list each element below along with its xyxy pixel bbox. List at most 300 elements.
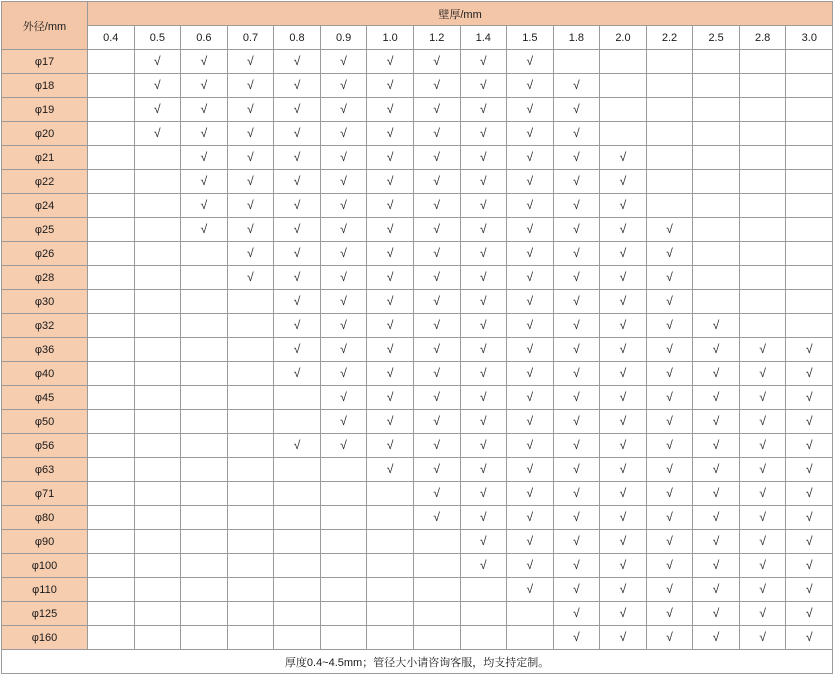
check-icon: √	[573, 78, 580, 92]
availability-cell	[600, 578, 647, 602]
availability-cell	[413, 50, 460, 74]
availability-cell	[367, 50, 414, 74]
availability-cell	[320, 170, 367, 194]
availability-cell	[646, 266, 693, 290]
availability-cell	[88, 266, 135, 290]
availability-cell	[646, 578, 693, 602]
availability-cell	[181, 530, 228, 554]
check-icon: √	[247, 198, 254, 212]
availability-cell	[181, 506, 228, 530]
availability-cell	[274, 170, 321, 194]
availability-cell	[646, 410, 693, 434]
availability-cell	[460, 506, 507, 530]
availability-cell	[693, 98, 740, 122]
check-icon: √	[526, 150, 534, 164]
check-icon: √	[805, 366, 813, 380]
check-icon: √	[805, 630, 813, 644]
table-header	[2, 2, 833, 50]
availability-cell	[739, 266, 786, 290]
check-icon: √	[619, 462, 627, 476]
availability-cell	[320, 98, 367, 122]
check-icon: √	[619, 342, 627, 356]
row-header-diameter: φ18	[2, 74, 88, 98]
check-icon: √	[340, 150, 347, 164]
check-icon: √	[573, 390, 580, 404]
availability-cell	[413, 170, 460, 194]
check-icon: √	[712, 414, 720, 428]
row-header-diameter: φ56	[2, 434, 88, 458]
row-header-diameter: φ36	[2, 338, 88, 362]
availability-cell	[739, 482, 786, 506]
thickness-column-header: 0.9	[320, 26, 367, 50]
availability-cell	[786, 578, 833, 602]
availability-cell	[134, 386, 181, 410]
availability-cell	[274, 506, 321, 530]
availability-cell	[739, 434, 786, 458]
check-icon: √	[386, 150, 394, 164]
check-icon: √	[666, 582, 673, 596]
availability-cell	[460, 626, 507, 650]
availability-cell	[600, 218, 647, 242]
check-icon: √	[759, 342, 766, 356]
availability-cell	[320, 386, 367, 410]
availability-cell	[227, 98, 274, 122]
table-row	[2, 170, 833, 194]
check-icon: √	[666, 390, 673, 404]
row-header-diameter: φ21	[2, 146, 88, 170]
row-header-diameter: φ80	[2, 506, 88, 530]
check-icon: √	[433, 510, 441, 524]
availability-cell	[88, 554, 135, 578]
check-icon: √	[293, 366, 301, 380]
availability-cell	[739, 554, 786, 578]
check-icon: √	[526, 534, 534, 548]
table-row	[2, 626, 833, 650]
availability-cell	[739, 338, 786, 362]
availability-cell	[227, 434, 274, 458]
availability-cell	[274, 266, 321, 290]
availability-cell	[786, 458, 833, 482]
check-icon: √	[573, 126, 580, 140]
table-row	[2, 482, 833, 506]
availability-cell	[320, 530, 367, 554]
check-icon: √	[666, 222, 673, 236]
availability-cell	[367, 338, 414, 362]
availability-cell	[786, 194, 833, 218]
availability-cell	[367, 482, 414, 506]
availability-cell	[413, 122, 460, 146]
availability-cell	[507, 170, 554, 194]
availability-cell	[693, 458, 740, 482]
availability-cell	[367, 458, 414, 482]
table-row	[2, 314, 833, 338]
table-row	[2, 290, 833, 314]
check-icon: √	[573, 462, 580, 476]
availability-cell	[227, 290, 274, 314]
row-header-diameter: φ90	[2, 530, 88, 554]
check-icon: √	[573, 174, 580, 188]
check-icon: √	[386, 222, 394, 236]
table-row	[2, 386, 833, 410]
availability-cell	[739, 506, 786, 530]
check-icon: √	[479, 558, 487, 572]
availability-cell	[134, 194, 181, 218]
check-icon: √	[479, 294, 487, 308]
availability-cell	[553, 218, 600, 242]
check-icon: √	[759, 366, 766, 380]
availability-cell	[88, 434, 135, 458]
row-header-diameter: φ63	[2, 458, 88, 482]
table-body	[2, 50, 833, 650]
thickness-column-header: 0.7	[227, 26, 274, 50]
check-icon: √	[526, 486, 534, 500]
check-icon: √	[619, 510, 627, 524]
availability-cell	[227, 362, 274, 386]
check-icon: √	[433, 294, 441, 308]
availability-cell	[553, 362, 600, 386]
availability-cell	[367, 74, 414, 98]
check-icon: √	[340, 366, 347, 380]
check-icon: √	[200, 222, 208, 236]
check-icon: √	[479, 438, 487, 452]
row-header-diameter: φ28	[2, 266, 88, 290]
availability-cell	[507, 50, 554, 74]
availability-cell	[646, 290, 693, 314]
check-icon: √	[666, 246, 673, 260]
check-icon: √	[619, 534, 627, 548]
availability-cell	[181, 362, 228, 386]
availability-cell	[786, 146, 833, 170]
check-icon: √	[340, 318, 347, 332]
availability-cell	[181, 482, 228, 506]
check-icon: √	[573, 198, 580, 212]
availability-cell	[181, 194, 228, 218]
row-header-diameter: φ100	[2, 554, 88, 578]
check-icon: √	[247, 102, 254, 116]
availability-cell	[460, 410, 507, 434]
check-icon: √	[712, 558, 720, 572]
availability-cell	[134, 338, 181, 362]
check-icon: √	[759, 510, 766, 524]
availability-cell	[181, 290, 228, 314]
outer-diameter-header: 外径/mm	[2, 2, 88, 50]
availability-cell	[460, 434, 507, 458]
availability-cell	[181, 122, 228, 146]
availability-cell	[646, 554, 693, 578]
check-icon: √	[526, 558, 534, 572]
availability-cell	[507, 410, 554, 434]
thickness-column-header: 0.5	[134, 26, 181, 50]
availability-cell	[413, 74, 460, 98]
availability-cell	[134, 146, 181, 170]
availability-cell	[507, 506, 554, 530]
availability-cell	[507, 602, 554, 626]
availability-cell	[786, 242, 833, 266]
availability-cell	[88, 410, 135, 434]
availability-cell	[320, 218, 367, 242]
availability-cell	[320, 74, 367, 98]
availability-cell	[181, 578, 228, 602]
availability-cell	[646, 50, 693, 74]
availability-cell	[181, 602, 228, 626]
availability-cell	[693, 74, 740, 98]
availability-cell	[693, 338, 740, 362]
availability-cell	[367, 122, 414, 146]
availability-cell	[600, 482, 647, 506]
availability-cell	[134, 266, 181, 290]
check-icon: √	[293, 342, 301, 356]
availability-cell	[600, 122, 647, 146]
table-row	[2, 554, 833, 578]
check-icon: √	[759, 462, 766, 476]
availability-cell	[739, 602, 786, 626]
availability-cell	[693, 530, 740, 554]
check-icon: √	[712, 582, 720, 596]
check-icon: √	[759, 390, 766, 404]
availability-cell	[507, 458, 554, 482]
check-icon: √	[433, 78, 441, 92]
check-icon: √	[526, 582, 534, 596]
check-icon: √	[619, 198, 627, 212]
availability-cell	[646, 530, 693, 554]
availability-cell	[507, 218, 554, 242]
check-icon: √	[433, 150, 441, 164]
availability-cell	[646, 602, 693, 626]
availability-cell	[274, 362, 321, 386]
availability-cell	[367, 554, 414, 578]
availability-cell	[693, 410, 740, 434]
check-icon: √	[293, 78, 301, 92]
availability-cell	[786, 434, 833, 458]
availability-cell	[320, 482, 367, 506]
availability-cell	[460, 554, 507, 578]
check-icon: √	[340, 222, 347, 236]
check-icon: √	[154, 54, 161, 68]
check-icon: √	[340, 342, 347, 356]
availability-cell	[367, 194, 414, 218]
availability-cell	[181, 146, 228, 170]
availability-cell	[88, 386, 135, 410]
table-row	[2, 266, 833, 290]
check-icon: √	[386, 198, 394, 212]
table-row	[2, 74, 833, 98]
check-icon: √	[573, 582, 580, 596]
check-icon: √	[805, 558, 813, 572]
availability-cell	[600, 194, 647, 218]
check-icon: √	[712, 318, 720, 332]
thickness-column-header: 1.2	[413, 26, 460, 50]
availability-cell	[553, 482, 600, 506]
availability-cell	[274, 122, 321, 146]
check-icon: √	[759, 486, 766, 500]
row-header-diameter: φ50	[2, 410, 88, 434]
availability-cell	[367, 242, 414, 266]
availability-cell	[134, 242, 181, 266]
availability-cell	[739, 458, 786, 482]
check-icon: √	[340, 414, 347, 428]
availability-cell	[227, 506, 274, 530]
availability-cell	[507, 98, 554, 122]
check-icon: √	[619, 630, 627, 644]
availability-cell	[553, 266, 600, 290]
availability-cell	[274, 530, 321, 554]
availability-cell	[600, 50, 647, 74]
check-icon: √	[293, 54, 301, 68]
availability-cell	[413, 338, 460, 362]
availability-cell	[600, 98, 647, 122]
availability-cell	[553, 626, 600, 650]
availability-cell	[600, 506, 647, 530]
check-icon: √	[433, 270, 441, 284]
check-icon: √	[340, 174, 347, 188]
availability-cell	[320, 338, 367, 362]
check-icon: √	[526, 438, 534, 452]
availability-cell	[646, 146, 693, 170]
availability-cell	[88, 530, 135, 554]
table-row	[2, 50, 833, 74]
table-row	[2, 122, 833, 146]
availability-cell	[739, 626, 786, 650]
check-icon: √	[526, 318, 534, 332]
availability-cell	[367, 362, 414, 386]
availability-cell	[274, 434, 321, 458]
table-row	[2, 506, 833, 530]
availability-cell	[274, 554, 321, 578]
availability-cell	[553, 50, 600, 74]
availability-cell	[460, 362, 507, 386]
availability-cell	[367, 98, 414, 122]
check-icon: √	[573, 606, 580, 620]
check-icon: √	[526, 198, 534, 212]
check-icon: √	[805, 414, 813, 428]
table-footer	[2, 650, 833, 674]
check-icon: √	[386, 438, 394, 452]
check-icon: √	[433, 198, 441, 212]
availability-cell	[507, 242, 554, 266]
availability-cell	[134, 122, 181, 146]
availability-cell	[367, 530, 414, 554]
availability-cell	[181, 458, 228, 482]
availability-cell	[274, 146, 321, 170]
availability-cell	[320, 314, 367, 338]
availability-cell	[227, 146, 274, 170]
table-row	[2, 410, 833, 434]
check-icon: √	[619, 390, 627, 404]
availability-cell	[646, 98, 693, 122]
check-icon: √	[340, 54, 347, 68]
availability-cell	[786, 98, 833, 122]
availability-cell	[786, 122, 833, 146]
check-icon: √	[712, 606, 720, 620]
check-icon: √	[619, 294, 627, 308]
check-icon: √	[759, 558, 766, 572]
check-icon: √	[759, 582, 766, 596]
availability-cell	[646, 626, 693, 650]
availability-cell	[134, 362, 181, 386]
check-icon: √	[526, 102, 534, 116]
check-icon: √	[433, 486, 441, 500]
thickness-column-header: 0.8	[274, 26, 321, 50]
check-icon: √	[479, 102, 487, 116]
availability-cell	[693, 578, 740, 602]
check-icon: √	[619, 270, 627, 284]
availability-cell	[553, 170, 600, 194]
row-header-diameter: φ17	[2, 50, 88, 74]
availability-cell	[227, 482, 274, 506]
availability-cell	[693, 194, 740, 218]
availability-cell	[646, 74, 693, 98]
check-icon: √	[573, 222, 580, 236]
availability-cell	[507, 578, 554, 602]
check-icon: √	[433, 246, 441, 260]
check-icon: √	[666, 510, 673, 524]
availability-cell	[646, 506, 693, 530]
availability-cell	[646, 362, 693, 386]
availability-cell	[693, 50, 740, 74]
availability-cell	[88, 146, 135, 170]
thickness-column-header: 1.5	[507, 26, 554, 50]
availability-cell	[739, 314, 786, 338]
availability-cell	[786, 602, 833, 626]
check-icon: √	[479, 318, 487, 332]
availability-cell	[553, 434, 600, 458]
check-icon: √	[340, 438, 347, 452]
check-icon: √	[619, 582, 627, 596]
availability-cell	[693, 362, 740, 386]
availability-cell	[181, 410, 228, 434]
availability-cell	[367, 266, 414, 290]
availability-cell	[507, 194, 554, 218]
check-icon: √	[619, 318, 627, 332]
table-row	[2, 242, 833, 266]
availability-cell	[227, 578, 274, 602]
availability-cell	[646, 338, 693, 362]
availability-cell	[134, 74, 181, 98]
availability-cell	[134, 314, 181, 338]
availability-cell	[274, 626, 321, 650]
check-icon: √	[293, 150, 301, 164]
availability-cell	[739, 98, 786, 122]
availability-cell	[693, 386, 740, 410]
check-icon: √	[805, 390, 813, 404]
availability-cell	[460, 458, 507, 482]
availability-cell	[553, 386, 600, 410]
table-row	[2, 218, 833, 242]
availability-cell	[227, 50, 274, 74]
check-icon: √	[526, 174, 534, 188]
availability-cell	[181, 626, 228, 650]
row-header-diameter: φ160	[2, 626, 88, 650]
availability-cell	[507, 266, 554, 290]
check-icon: √	[479, 78, 487, 92]
check-icon: √	[573, 486, 580, 500]
availability-cell	[413, 554, 460, 578]
check-icon: √	[712, 534, 720, 548]
check-icon: √	[619, 150, 627, 164]
availability-cell	[274, 458, 321, 482]
check-icon: √	[386, 294, 394, 308]
check-icon: √	[200, 102, 208, 116]
availability-cell	[88, 50, 135, 74]
availability-cell	[786, 290, 833, 314]
availability-cell	[88, 602, 135, 626]
availability-cell	[227, 242, 274, 266]
check-icon: √	[293, 438, 301, 452]
availability-cell	[367, 578, 414, 602]
availability-cell	[553, 578, 600, 602]
availability-cell	[134, 506, 181, 530]
availability-cell	[553, 602, 600, 626]
